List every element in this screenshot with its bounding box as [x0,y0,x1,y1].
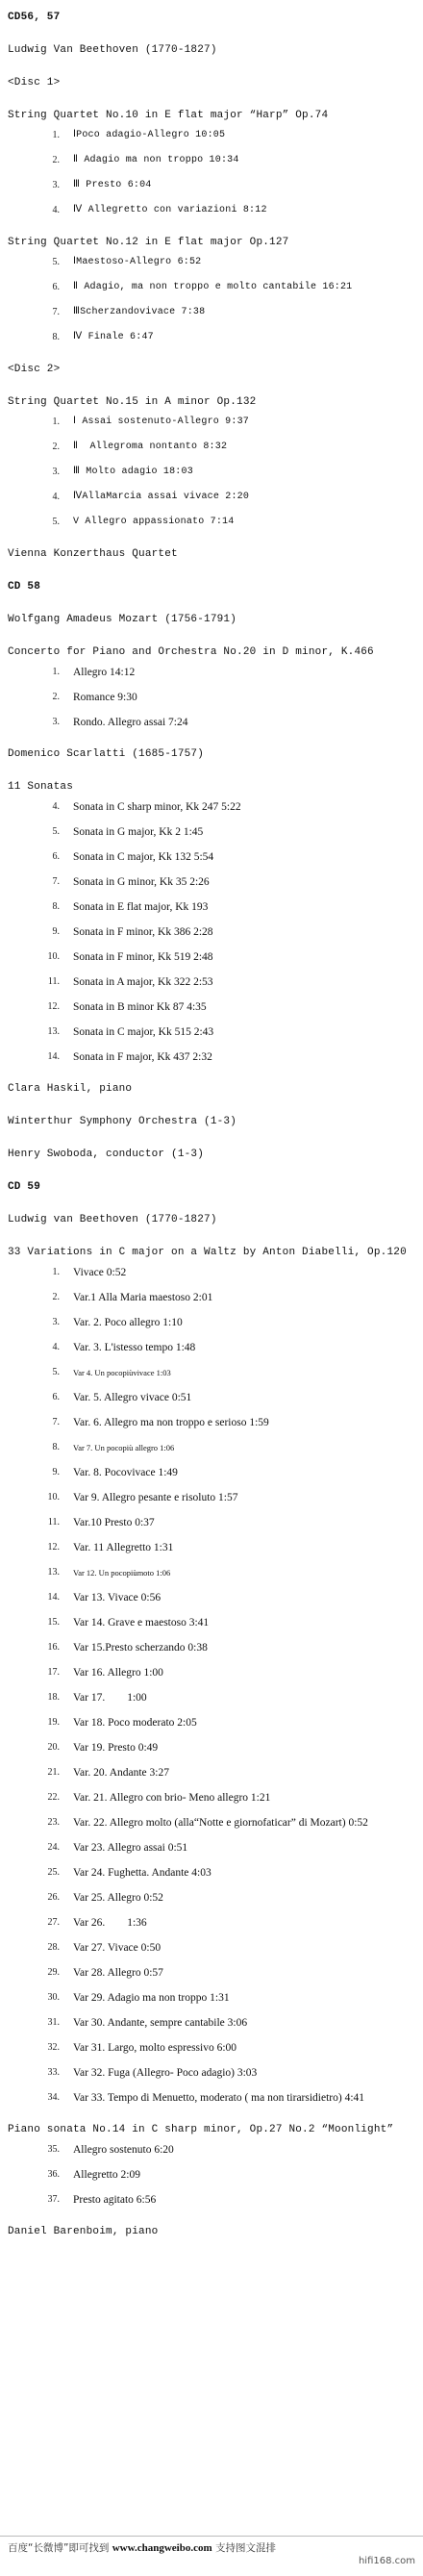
track-title: Var 27. Vivace 0:50 [73,1942,162,1954]
track-item [8,800,415,814]
track-number: 32. [47,2042,60,2053]
track-item [8,1291,415,1304]
track-item [8,1791,415,1805]
track-title: Ⅱ Adagio, ma non troppo e molto cantabile 16:21 [73,282,353,292]
track-item [8,1666,415,1679]
track-title: Ⅰ Assai sostenuto-Allegro 9:37 [73,417,249,427]
track-item [8,1691,415,1705]
track-item [8,1966,415,1980]
track-title: Var 24. Fughetta. Andante 4:03 [73,1867,212,1879]
section-heading: 11 Sonatas [8,781,74,793]
section-heading: String Quartet No.15 in A minor Op.132 [8,396,257,408]
track-number: 36. [47,2169,60,2180]
track-title: Var. 20. Andante 3:27 [73,1767,169,1779]
track-title: Ⅲ Molto adagio 18:03 [73,467,193,477]
track-title: ⅠMaestoso-Allegro 6:52 [73,257,202,267]
section-heading: <Disc 2> [8,364,61,375]
track-item [8,950,415,964]
section-heading: CD 58 [8,581,41,593]
track-number: 29. [47,1967,60,1978]
track-title: Sonata in C major, Kk 515 2:43 [73,1026,214,1038]
track-item [8,331,415,344]
track-number: 8. [52,332,60,342]
track-number: 4. [52,1342,60,1352]
track-title: Var 7. Un pocopiù allegro 1:06 [73,1443,175,1452]
track-number: 27. [47,1917,60,1928]
watermark: hifi168.com [358,2556,415,2566]
track-number: 4. [52,205,60,215]
track-title: Var. 8. Pocovivace 1:49 [73,1467,178,1478]
track-title: Var. 21. Allegro con brio- Meno allegro 1:21 [73,1792,271,1804]
track-title: ⅠPoco adagio-Allegro 10:05 [73,130,226,140]
section-heading: String Quartet No.12 in E flat major Op.127 [8,237,289,248]
track-item [8,256,415,269]
footer-site-link[interactable]: www.changweibo.com [112,2542,212,2554]
section-heading: CD56, 57 [8,12,61,23]
track-item [8,850,415,864]
track-item [8,1491,415,1504]
track-item [8,1616,415,1629]
track-number: 8. [52,901,60,912]
track-item [8,1266,415,1279]
track-item [8,416,415,429]
track-number: 5. [52,517,60,527]
track-item [8,306,415,319]
track-item [8,1866,415,1880]
track-number: 24. [47,1842,60,1853]
track-item [8,179,415,192]
track-number: 19. [47,1717,60,1728]
track-title: Var 16. Allegro 1:00 [73,1667,163,1679]
track-number: 11. [47,1517,60,1528]
track-number: 5. [52,1367,60,1377]
track-title: Allegro 14:12 [73,667,136,678]
track-number: 4. [52,801,60,812]
track-number: 18. [47,1692,60,1703]
track-title: Sonata in G major, Kk 2 1:45 [73,826,204,838]
track-title: Sonata in F minor, Kk 519 2:48 [73,951,213,963]
track-list [8,256,415,344]
track-number: 6. [52,1392,60,1402]
track-item [8,1391,415,1404]
track-number: 20. [47,1742,60,1753]
track-number: 12. [47,1001,60,1012]
track-title: Var 30. Andante, sempre cantabile 3:06 [73,2017,248,2029]
track-item [8,1416,415,1429]
track-title: Var 32. Fuga (Allegro- Poco adagio) 3:03 [73,2067,258,2079]
track-item [8,1366,415,1379]
track-number: 37. [47,2194,60,2205]
track-number: 1. [52,667,60,677]
track-number: 6. [52,282,60,292]
track-number: 1. [52,1267,60,1277]
track-item [8,1566,415,1579]
section-heading: Winterthur Symphony Orchestra (1-3) [8,1116,237,1127]
track-number: 14. [47,1051,60,1062]
track-title: Var 23. Allegro assai 0:51 [73,1842,188,1854]
track-number: 7. [52,307,60,317]
track-item [8,691,415,704]
track-item [8,2193,415,2207]
section-heading: Piano sonata No.14 in C sharp minor, Op.27 No.2 “Moonlight” [8,2124,394,2135]
track-number: 9. [52,926,60,937]
track-number: 5. [52,826,60,837]
track-list [8,1266,415,2105]
track-item [8,2016,415,2030]
track-number: 26. [47,1892,60,1903]
footer-prefix: 百度“长微博”即可找到 [8,2542,110,2554]
track-number: 2. [52,155,60,165]
track-list [8,416,415,529]
track-number: 34. [47,2092,60,2103]
track-item [8,1991,415,2005]
track-item [8,1025,415,1039]
track-number: 14. [47,1592,60,1603]
track-number: 13. [47,1026,60,1037]
track-number: 3. [52,180,60,190]
track-number: 8. [52,1442,60,1452]
track-item [8,516,415,529]
section-heading: Ludwig van Beethoven (1770-1827) [8,1214,217,1225]
track-number: 2. [52,692,60,702]
track-number: 13. [47,1567,60,1578]
track-title: Var 4. Un pocopiùvivace 1:03 [73,1368,171,1377]
track-title: Sonata in E flat major, Kk 193 [73,901,209,913]
track-title: Var. 6. Allegro ma non troppo e serioso 1:59 [73,1417,269,1428]
track-title: Var 33. Tempo di Menuetto, moderato ( ma non tirarsidietro) 4:41 [73,2092,365,2104]
section-heading: Clara Haskil, piano [8,1083,133,1095]
track-item [8,975,415,989]
track-item [8,925,415,939]
track-title: Sonata in F major, Kk 437 2:32 [73,1051,212,1063]
track-item [8,875,415,889]
track-item [8,1541,415,1554]
track-title: Var 29. Adagio ma non troppo 1:31 [73,1992,230,2004]
track-title: Sonata in C major, Kk 132 5:54 [73,851,214,863]
track-list [8,666,415,729]
track-item [8,154,415,167]
track-number: 1. [52,130,60,140]
track-item [8,2143,415,2157]
section-heading: Wolfgang Amadeus Mozart (1756-1791) [8,614,237,625]
track-item [8,1466,415,1479]
track-item [8,1891,415,1905]
track-list [8,2143,415,2207]
track-item [8,900,415,914]
track-number: 11. [47,976,60,987]
section-heading: <Disc 1> [8,77,61,88]
track-item [8,1741,415,1755]
track-list [8,800,415,1064]
track-number: 4. [52,492,60,502]
track-title: Var 31. Largo, molto espressivo 6:00 [73,2042,237,2054]
track-item [8,2168,415,2182]
track-title: Ⅱ Adagio ma non troppo 10:34 [73,155,239,165]
track-title: Var 28. Allegro 0:57 [73,1967,163,1979]
section-heading: Ludwig Van Beethoven (1770-1827) [8,44,217,56]
track-title: Romance 9:30 [73,692,137,703]
track-title: Vivace 0:52 [73,1267,127,1278]
track-title: Ⅳ Allegretto con variazioni 8:12 [73,205,267,215]
section-heading: Henry Swoboda, conductor (1-3) [8,1149,205,1160]
section-heading: Daniel Barenboim, piano [8,2226,159,2237]
track-title: Var. 3. L'istesso tempo 1:48 [73,1342,196,1353]
track-item [8,2041,415,2055]
track-number: 1. [52,417,60,427]
track-item [8,666,415,679]
track-title: Allegretto 2:09 [73,2169,140,2181]
footer-bar [0,2536,423,2576]
section-heading: String Quartet No.10 in E flat major “Harp” Op.74 [8,110,329,121]
track-title: Var 13. Vivace 0:56 [73,1592,162,1604]
track-number: 7. [52,1417,60,1427]
track-title: Sonata in B minor Kk 87 4:35 [73,1001,207,1013]
track-item [8,466,415,479]
track-title: Sonata in G minor, Kk 35 2:26 [73,876,210,888]
track-number: 9. [52,1467,60,1477]
track-title: Ⅳ Finale 6:47 [73,332,154,342]
track-title: Allegro sostenuto 6:20 [73,2144,174,2156]
track-item [8,204,415,217]
track-title: Var.10 Presto 0:37 [73,1517,155,1528]
track-title: Ⅲ Presto 6:04 [73,180,152,190]
track-item [8,2091,415,2105]
track-title: Ⅱ Allegroma nontanto 8:32 [73,442,228,452]
track-title: Var 17. 1:00 [73,1692,147,1704]
track-number: 12. [47,1542,60,1553]
track-item [8,1441,415,1454]
footer-suffix: 支持图文混排 [214,2542,276,2554]
track-number: 22. [47,1792,60,1803]
track-title: Sonata in F minor, Kk 386 2:28 [73,926,213,938]
track-item [8,825,415,839]
track-number: 6. [52,851,60,862]
track-item [8,1716,415,1730]
track-title: Var. 11 Allegretto 1:31 [73,1542,174,1553]
track-number: 17. [47,1667,60,1678]
track-item [8,129,415,142]
track-item [8,491,415,504]
track-item [8,1516,415,1529]
track-title: Rondo. Allegro assai 7:24 [73,717,188,728]
track-number: 10. [47,951,60,962]
section-heading: CD 59 [8,1181,41,1193]
track-item [8,281,415,294]
track-title: Presto agitato 6:56 [73,2194,157,2206]
track-title: Var 26. 1:36 [73,1917,147,1929]
track-title: Sonata in A major, Kk 322 2:53 [73,976,213,988]
track-title: Var 18. Poco moderato 2:05 [73,1717,197,1729]
track-item [8,1766,415,1780]
track-number: 3. [52,467,60,477]
track-title: Var 12. Un pocopiùmoto 1:06 [73,1568,171,1578]
track-title: Var 14. Grave e maestoso 3:41 [73,1617,210,1629]
track-item [8,1816,415,1830]
track-title: V Allegro appassionato 7:14 [73,517,235,527]
track-number: 3. [52,717,60,727]
track-number: 35. [47,2144,60,2155]
track-number: 16. [47,1642,60,1653]
track-number: 31. [47,2017,60,2028]
track-item [8,1341,415,1354]
track-list [8,129,415,217]
track-number: 33. [47,2067,60,2078]
track-number: 25. [47,1867,60,1878]
track-number: 21. [47,1767,60,1778]
track-item [8,1941,415,1955]
track-title: Var.1 Alla Maria maestoso 2:01 [73,1292,213,1303]
track-number: 15. [47,1617,60,1628]
track-title: Var 25. Allegro 0:52 [73,1892,163,1904]
track-item [8,1316,415,1329]
track-title: Var. 22. Allegro molto (alla“Notte e giornofaticar” di Mozart) 0:52 [73,1817,368,1829]
track-number: 2. [52,442,60,452]
track-title: Var. 5. Allegro vivace 0:51 [73,1392,192,1403]
track-title: Var. 2. Poco allegro 1:10 [73,1317,183,1328]
section-heading: 33 Variations in C major on a Waltz by Anton Diabelli, Op.120 [8,1247,407,1258]
track-title: Var 9. Allegro pesante e risoluto 1:57 [73,1492,238,1503]
track-item [8,1841,415,1855]
section-heading: Concerto for Piano and Orchestra No.20 in D minor, K.466 [8,646,374,658]
track-number: 10. [47,1492,60,1503]
track-number: 5. [52,257,60,267]
footer-text [8,2540,276,2555]
track-item [8,1641,415,1654]
track-title: Sonata in C sharp minor, Kk 247 5:22 [73,801,241,813]
track-number: 28. [47,1942,60,1953]
track-title: ⅣAllaMarcia assai vivace 2:20 [73,492,250,502]
track-item [8,1591,415,1604]
track-number: 7. [52,876,60,887]
track-title: Var 15.Presto scherzando 0:38 [73,1642,208,1654]
track-number: 30. [47,1992,60,2003]
track-title: ⅢScherzandovivace 7:38 [73,307,206,317]
track-title: Var 19. Presto 0:49 [73,1742,159,1754]
section-heading: Domenico Scarlatti (1685-1757) [8,748,205,760]
track-number: 3. [52,1317,60,1327]
track-number: 23. [47,1817,60,1828]
track-item [8,1916,415,1930]
section-heading: Vienna Konzerthaus Quartet [8,548,178,560]
track-item [8,1050,415,1064]
track-item [8,716,415,729]
track-number: 2. [52,1292,60,1302]
track-item [8,2066,415,2080]
track-item [8,1000,415,1014]
track-item [8,441,415,454]
